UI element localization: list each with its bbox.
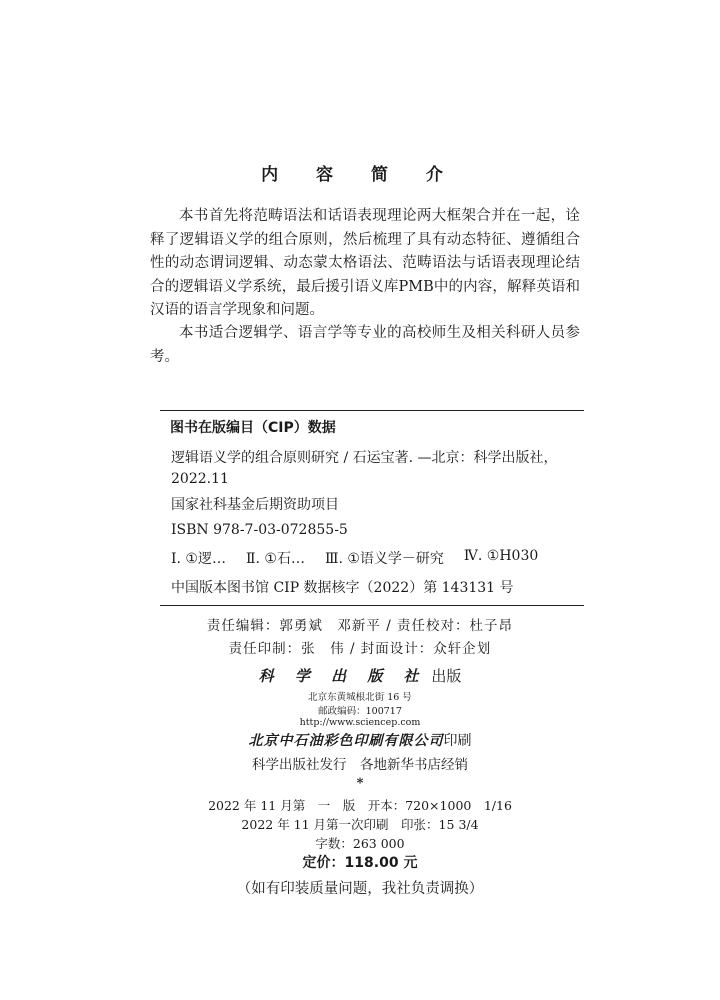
credits-editors: 责任编辑：郭勇斌 邓新平 / 责任校对：杜子昂 — [206, 618, 514, 634]
printer-suffix: 印刷 — [443, 733, 472, 749]
publisher-name: 科 学 出 版 社 — [258, 667, 427, 685]
printer-name: 北京中石油彩色印刷有限公司 — [248, 733, 444, 749]
credits-printing: 责任印制：张 伟 / 封面设计：众轩企划 — [228, 641, 492, 657]
page-heading: 内 容 简 介 — [261, 165, 459, 185]
cip-class-4: Ⅳ. ①H030 — [463, 548, 539, 564]
cip-bibliographic-line: 逻辑语义学的组合原则研究 / 石运宝著. —北京：科学出版社，2022.11 — [171, 450, 558, 487]
cip-class-3: Ⅲ. ①语义学－研究 — [324, 551, 444, 567]
word-count: 字数：263 000 — [315, 836, 405, 851]
cip-class-2: Ⅱ. ①石… — [245, 551, 305, 567]
cip-class-1: Ⅰ. ①逻… — [171, 551, 226, 567]
cip-funding-line: 国家社科基金后期资助项目 — [171, 497, 339, 513]
intro-text-2: 本书适合逻辑学、语言学等专业的高校师生及相关科研人员参考。 — [150, 325, 580, 365]
edition-info: 2022 年 11 月第 一 版 开本：720×1000 1/16 — [208, 798, 512, 813]
intro-paragraph-2 — [150, 322, 580, 369]
cip-bottom-rule — [160, 605, 584, 606]
publisher-postcode: 邮政编码：100717 — [318, 706, 402, 717]
printing-info: 2022 年 11 月第一次印刷 印张：15 3/4 — [241, 817, 479, 832]
publisher-address: 北京东黄城根北街 16 号 — [308, 692, 412, 703]
separator-star: * — [356, 776, 364, 791]
cip-classification — [171, 548, 581, 568]
publisher-url: http://www.sciencep.com — [299, 717, 421, 728]
printer-line — [0, 730, 720, 750]
cip-isbn: ISBN 978-7-03-072855-5 — [171, 522, 348, 538]
cip-top-rule — [160, 410, 584, 411]
publisher-suffix: 出版 — [431, 667, 462, 685]
cip-title: 图书在版编目（CIP）数据 — [170, 420, 336, 436]
price: 定价：118.00 元 — [302, 855, 418, 871]
publisher-line — [0, 665, 720, 686]
distribution-line: 科学出版社发行 各地新华书店经销 — [252, 757, 468, 773]
intro-paragraph-1 — [150, 205, 580, 323]
quality-note: （如有印装质量问题，我社负责调换） — [236, 881, 484, 897]
intro-text-1: 本书首先将范畴语法和话语表现理论两大框架合并在一起，诠释了逻辑语义学的组合原则，然后梳理了具有动态特征、遵循组合性的动态谓词逻辑、动态蒙太格语法、范畴语法与话语表现理论结合的逻辑语义学系统，最后援引语义库PMB中的内容，解释英语和汉语的语言学现象和问题。 — [150, 208, 580, 318]
cip-record-number: 中国版本图书馆 CIP 数据核字（2022）第 143131 号 — [171, 580, 514, 596]
